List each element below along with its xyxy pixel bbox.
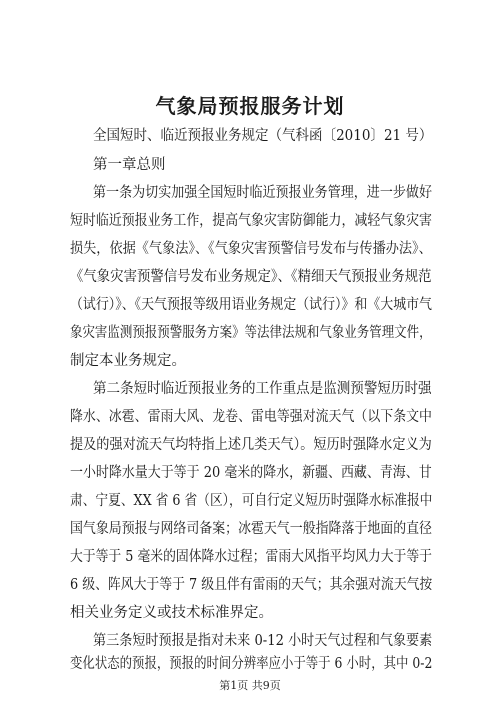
page-number: 第1页 共9页 [219,679,281,692]
paragraph-line: 提及的强对流天气均特指上述几类天气）。短历时强降水定义为 [70,437,432,453]
paragraph-line: 第二条短时临近预报业务的工作重点是监测预警短历时强 [93,381,432,397]
paragraph-line: （试行）》、《天气预报等级用语业务规定（试行）》和《大城市气 [70,297,432,313]
paragraph-line: 一小时降水量大于等于 20 毫米的降水，新疆、西藏、青海、甘 [70,465,432,481]
paragraph-line: 降水、冰雹、雷雨大风、龙卷、雷电等强对流天气（以下条文中 [70,409,432,425]
paragraph-line: 6 级、阵风大于等于 7 级且伴有雷雨的天气；其余强对流天气按 [70,577,433,593]
document-subtitle: 全国短时、临近预报业务规定（气科函〔2010〕21 号） [93,128,433,144]
paragraph-line: 制定本业务规定。 [70,353,186,369]
paragraph-line: 大于等于 5 毫米的固体降水过程；雷雨大风指平均风力大于等于 [70,549,432,565]
chapter-heading: 第一章总则 [93,157,166,173]
paragraph-line: 《气象灾害预警信号发布业务规定》、《精细天气预报业务规范 [70,269,432,285]
paragraph-line: 损失，依据《气象法》、《气象灾害预警信号发布与传播办法》、 [70,241,432,257]
document-title: 气象局预报服务计划 [155,94,345,118]
paragraph-line: 第三条短时预报是指对未来 0-12 小时天气过程和气象要素 [93,633,433,649]
paragraph-line: 象灾害监测预报预警服务方案》等法律法规和气象业务管理文件， [70,325,432,341]
paragraph-line: 变化状态的预报，预报的时间分辨率应小于等于 6 小时，其中 0-2 [70,656,433,672]
paragraph-line: 国气象局预报与网络司备案；冰雹天气一般指降落于地面的直径 [70,521,432,537]
paragraph-line: 肃、宁夏、XX 省 6 省（区），可自行定义短历时强降水标准报中 [70,493,433,509]
paragraph-line: 第一条为切实加强全国短时临近预报业务管理，进一步做好 [93,185,432,201]
paragraph-line: 相关业务定义或技术标准界定。 [70,605,273,621]
paragraph-line: 短时临近预报业务工作，提高气象灾害防御能力，减轻气象灾害 [70,213,432,229]
